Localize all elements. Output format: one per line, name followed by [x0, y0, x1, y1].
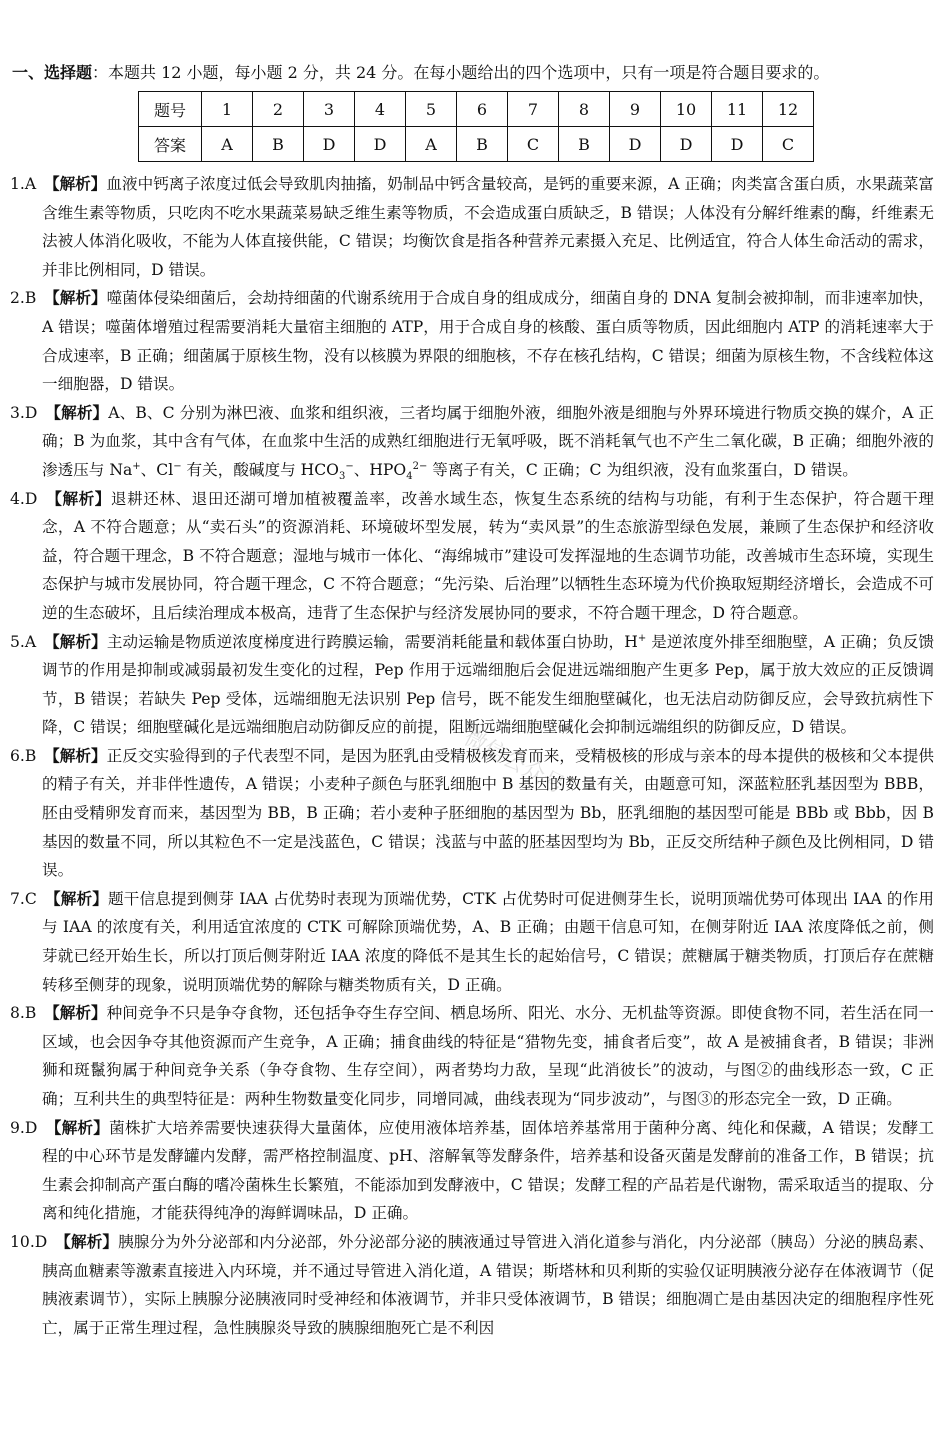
item-text: A、B、C 分别为淋巴液、血浆和组织液，三者均属于细胞外液，细胞外液是细胞与外界环境进行物质交换的媒介，A 正确；B 为血浆，其中含有气体，在血浆中生活的成熟红细胞进行无氧呼吸，既不消耗氧气也不产生二氧化碳，B 正确；细胞外液的渗透压与 Na+、Cl− 有关，酸碱度与 $HCO_3^-$、$HPO_4^{2-}$ 等离子有关，C 正确；C 为组织液，没有血浆蛋白，D 错误。: [42, 403, 934, 483]
number-cell: 6: [457, 92, 508, 127]
item-text: 血液中钙离子浓度过低会导致肌肉抽搐，奶制品中钙含量较高，是钙的重要来源，A 正确；肉类富含蛋白质，水果蔬菜富含维生素等物质，只吃肉不吃水果蔬菜易缺乏维生素等物质，不会造成蛋白质缺乏，B 错误；人体没有分解纤维素的酶，纤维素无法被人体消化吸收，不能为人体直接供能，C 错误；均衡饮食是指各种营养元素摄入充足、比例适宜，符合人体生命活动的需求，并非比例相同，D 错误。: [42, 175, 934, 279]
number-cell: 5: [406, 92, 457, 127]
analysis-tag: 【解析】: [51, 175, 107, 193]
analysis-tag: 【解析】: [51, 746, 107, 765]
explanation-item: [10, 399, 934, 485]
number-cell: 3: [304, 92, 355, 127]
item-number: 5.A: [10, 632, 37, 651]
item-text: 胰腺分为外分泌部和内分泌部，外分泌部分泌的胰液通过导管进入消化道参与消化，内分泌部（胰岛）分泌的胰岛素、胰高血糖素等激素直接进入内环境，并不通过导管进入消化道，A 错误；斯塔林和贝利斯的实验仅证明胰液分泌存在体液调节（促胰液素调节），实际上胰腺分泌胰液同时受神经和体液调节，并非只受体液调节，B 错误；细胞凋亡是由基因决定的细胞程序性死亡，属于正常生理过程，急性胰腺炎导致的胰腺细胞死亡是不利因: [42, 1232, 934, 1337]
answer-table-number-row: [139, 92, 814, 127]
explanation-item: [10, 1228, 934, 1342]
answer-table: [138, 91, 814, 162]
item-number: 1.A: [10, 175, 37, 193]
answer-cell: D: [661, 127, 712, 162]
explanation-item: [10, 885, 934, 999]
item-number: 4.D: [10, 489, 38, 508]
analysis-tag: 【解析】: [53, 403, 109, 422]
item-number: 3.D: [10, 403, 38, 422]
item-number: 10.D: [10, 1232, 48, 1251]
answer-cell: D: [355, 127, 406, 162]
row-label-number: 题号: [139, 92, 202, 127]
analysis-tag: 【解析】: [63, 1232, 119, 1251]
item-text: 题干信息提到侧芽 IAA 占优势时表现为顶端优势，CTK 占优势时可促进侧芽生长，说明顶端优势可体现出 IAA 的作用与 IAA 的浓度有关，利用适宜浓度的 CTK 可解除顶端优势，A、B 正确；由题干信息可知，在侧芽附近 IAA 浓度降低之前，侧芽就已经开始生长，所以打顶后侧芽附近 IAA 浓度的降低不是其生长的起始信号，C 错误；蔗糖属于糖类物质，打顶后存在蔗糖转移至侧芽的现象，说明顶端优势的解除与糖类物质有关，D 正确。: [42, 889, 934, 994]
number-cell: 7: [508, 92, 559, 127]
item-text: 主动运输是物质逆浓度梯度进行跨膜运输，需要消耗能量和载体蛋白协助，H+ 是逆浓度外排至细胞壁，A 正确；负反馈调节的作用是抑制或减弱最初发生变化的过程，Pep 作用于远端细胞后会促进远端细胞产生更多 Pep，属于放大效应的正反馈调节，B 错误；若缺失 Pep 受体，远端细胞无法识别 Pep 信号，既不能发生细胞壁碱化，也无法启动防御反应，会导致抗病性下降，C 错误；细胞壁碱化是远端细胞启动防御反应的前提，阻断远端细胞壁碱化会抑制远端组织的防御反应，D 错误。: [42, 632, 934, 737]
section-heading-lead: 一、选择题: [12, 63, 93, 82]
watermark: 微信公众号: [459, 725, 569, 800]
explanation-item: [10, 170, 934, 284]
item-text: 噬菌体侵染细菌后，会劫持细菌的代谢系统用于合成自身的组成成分，细菌自身的 DNA 复制会被抑制，而非速率加快，A 错误；噬菌体增殖过程需要消耗大量宿主细胞的 ATP，用于合成自身的核酸、蛋白质等物质，因此细胞内 ATP 的消耗速率大于合成速率，B 正确；细菌属于原核生物，没有以核膜为界限的细胞核，不存在核孔结构，C 错误；细菌为原核生物，不含线粒体这一细胞器，D 错误。: [42, 289, 934, 394]
analysis-tag: 【解析】: [51, 289, 107, 308]
number-cell: 9: [610, 92, 661, 127]
number-cell: 10: [661, 92, 712, 127]
answer-cell: C: [763, 127, 814, 162]
item-text: 菌株扩大培养需要快速获得大量菌体，应使用液体培养基，固体培养基常用于菌种分离、纯化和保藏，A 错误；发酵工程的中心环节是发酵罐内发酵，需严格控制温度、pH、溶解氧等发酵条件，培养基和设备灭菌是发酵前的准备工作，B 错误；抗生素会抑制高产蛋白酶的嗜冷菌株生长繁殖，不能添加到发酵液中，C 错误；发酵工程的产品若是代谢物，需采取适当的提取、分离和纯化措施，才能获得纯净的海鲜调味品，D 正确。: [42, 1118, 934, 1223]
number-cell: 4: [355, 92, 406, 127]
answer-table-answer-row: [139, 127, 814, 162]
row-label-answer: 答案: [139, 127, 202, 162]
answer-cell: D: [712, 127, 763, 162]
analysis-tag: 【解析】: [51, 1004, 107, 1023]
item-number: 8.B: [10, 1004, 37, 1023]
explanation-item: [10, 284, 934, 398]
number-cell: 12: [763, 92, 814, 127]
analysis-tag: 【解析】: [52, 889, 108, 908]
answer-cell: B: [253, 127, 304, 162]
analysis-tag: 【解析】: [51, 632, 107, 651]
item-number: 7.C: [10, 889, 37, 908]
answer-cell: D: [610, 127, 661, 162]
section-heading-text: ：本题共 12 小题，每小题 2 分，共 24 分。在每小题给出的四个选项中，只有一项是符合题目要求的。: [92, 63, 830, 82]
explanation-item: [10, 628, 934, 742]
answer-cell: A: [406, 127, 457, 162]
analysis-tag: 【解析】: [53, 1118, 110, 1137]
number-cell: 8: [559, 92, 610, 127]
number-cell: 1: [202, 92, 253, 127]
answer-cell: B: [559, 127, 610, 162]
explanation-item: [10, 1114, 934, 1228]
item-number: 9.D: [10, 1118, 38, 1137]
answer-cell: D: [304, 127, 355, 162]
item-text: 正反交实验得到的子代表型不同，是因为胚乳由受精极核发育而来，受精极核的形成与亲本的母本提供的极核和父本提供的精子有关，并非伴性遗传，A 错误；小麦种子颜色与胚乳细胞中 B 基因的数量有关，由题意可知，深蓝粒胚乳基因型为 BBB，胚由受精卵发育而来，基因型为 BB，B 正确；若小麦种子胚细胞的基因型为 Bb，胚乳细胞的基因型可能是 BBb 或 Bbb，因 B 基因的数量不同，所以其粒色不一定是浅蓝色，C 错误；浅蓝与中蓝的胚基因型均为 Bb，正反交所结种子颜色及比例相同，D 错误。: [42, 746, 934, 880]
answer-cell: B: [457, 127, 508, 162]
item-text: 种间竞争不只是争夺食物，还包括争夺生存空间、栖息场所、阳光、水分、无机盐等资源。即使食物不同，若生活在同一区域，也会因争夺其他资源而产生竞争，A 正确；捕食曲线的特征是“猎物先变，捕食者后变”，故 A 是被捕食者，B 错误；非洲狮和斑鬣狗属于种间竞争关系（争夺食物、生存空间），两者势均力敌，呈现“此消彼长”的波动，与图②的曲线形态一致，C 正确；互利共生的典型特征是：两种生物数量变化同步，同增同减，曲线表现为“同步波动”，与图③的形态完全一致，D 正确。: [42, 1004, 934, 1108]
answer-cell: C: [508, 127, 559, 162]
number-cell: 11: [712, 92, 763, 127]
number-cell: 2: [253, 92, 304, 127]
answer-cell: A: [202, 127, 253, 162]
item-number: 2.B: [10, 289, 37, 308]
explanation-item: [10, 999, 934, 1113]
analysis-tag: 【解析】: [54, 489, 111, 508]
item-text: 退耕还林、退田还湖可增加植被覆盖率，改善水域生态，恢复生态系统的结构与功能，有利于生态保护，符合题干理念，A 不符合题意；从“卖石头”的资源消耗、环境破坏型发展，转为“卖风景”的生态旅游型绿色发展，兼顾了生态保护和经济收益，符合题干理念，B 不符合题意；湿地与城市一体化、“海绵城市”建设可发挥湿地的生态调节功能，改善城市生态环境，实现生态保护与城市发展协同，符合题干理念，C 不符合题意；“先污染、后治理”以牺牲生态环境为代价换取短期经济增长，会造成不可逆的生态破坏，且后续治理成本极高，违背了生态保护与经济发展协同的要求，不符合题干理念，D 符合题意。: [42, 489, 934, 622]
item-number: 6.B: [10, 746, 37, 765]
section-heading: [12, 62, 938, 84]
explanation-item: [10, 485, 934, 628]
